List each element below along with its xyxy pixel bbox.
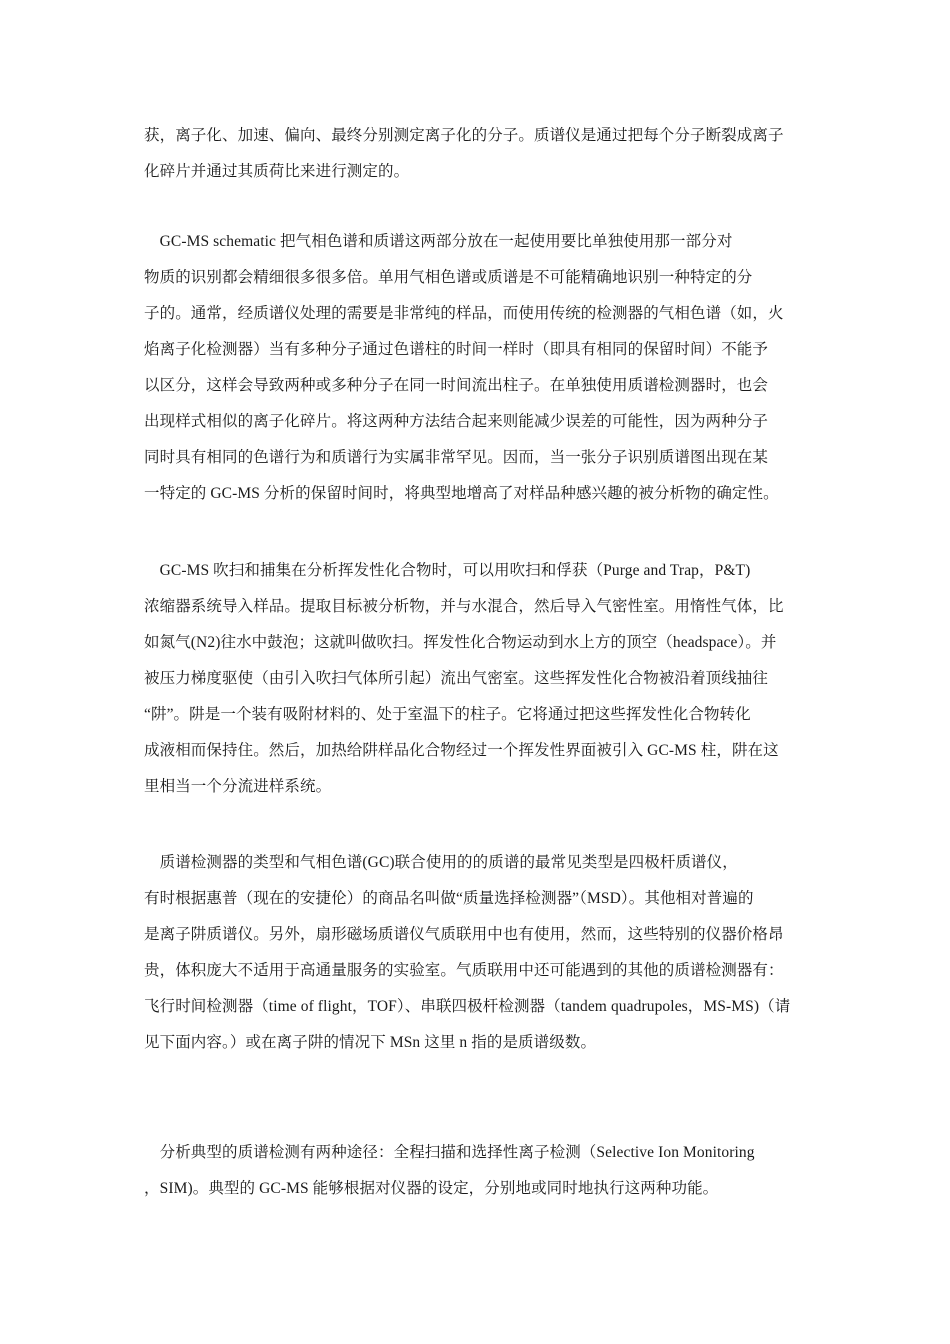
text-line: 物质的识别都会精细很多很多倍。单用气相色谱或质谱是不可能精确地识别一种特定的分 bbox=[144, 269, 753, 286]
text-line: 有时根据惠普（现在的安捷伦）的商品名叫做“质量选择检测器”（MSD）。其他相对普遍的 bbox=[144, 890, 754, 907]
text-line: 获，离子化、加速、偏向、最终分别测定离子化的分子。质谱仪是通过把每个分子断裂成离子 bbox=[144, 127, 784, 144]
text-line: 是离子阱质谱仪。另外，扇形磁场质谱仪气质联用中也有使用，然而，这些特别的仪器价格昂 bbox=[144, 926, 784, 943]
text-line: 化碎片并通过其质荷比来进行测定的。 bbox=[144, 163, 410, 180]
text-line: ，SIM)。典型的 GC-MS 能够根据对仪器的设定，分别地或同时地执行这两种功能。 bbox=[144, 1180, 719, 1197]
text-line: “阱”。阱是一个装有吸附材料的、处于室温下的柱子。它将通过把这些挥发性化合物转化 bbox=[144, 706, 751, 723]
text-line: 一特定的 GC-MS 分析的保留时间时，将典型地增高了对样品种感兴趣的被分析物的确定性。 bbox=[144, 485, 779, 502]
text-line: 分析典型的质谱检测有两种途径：全程扫描和选择性离子检测（Selective Ion Monitoring bbox=[144, 1144, 755, 1161]
text-line: 浓缩器系统导入样品。提取目标被分析物，并与水混合，然后导入气密性室。用惰性气体，比 bbox=[144, 598, 784, 615]
text-line: 如氮气(N2)往水中鼓泡；这就叫做吹扫。挥发性化合物运动到水上方的顶空（headspace）。并 bbox=[144, 634, 777, 651]
text-line: 里相当一个分流进样系统。 bbox=[144, 778, 332, 795]
paragraph-1 bbox=[144, 118, 824, 190]
text-line: 贵，体积庞大不适用于高通量服务的实验室。气质联用中还可能遇到的其他的质谱检测器有： bbox=[144, 962, 784, 979]
text-line: 同时具有相同的色谱行为和质谱行为实属非常罕见。因而，当一张分子识别质谱图出现在某 bbox=[144, 449, 769, 466]
paragraph-5 bbox=[144, 1135, 824, 1207]
text-line: GC-MS schematic 把气相色谱和质谱这两部分放在一起使用要比单独使用那一部分对 bbox=[144, 233, 733, 250]
paragraph-4 bbox=[144, 845, 824, 1061]
paragraph-3 bbox=[144, 553, 824, 805]
text-line: 成液相而保持住。然后，加热给阱样品化合物经过一个挥发性界面被引入 GC-MS 柱，阱在这 bbox=[144, 742, 779, 759]
text-line: 子的。通常，经质谱仪处理的需要是非常纯的样品，而使用传统的检测器的气相色谱（如，火 bbox=[144, 305, 784, 322]
text-line: 质谱检测器的类型和气相色谱(GC)联合使用的的质谱的最常见类型是四极杆质谱仪， bbox=[144, 854, 738, 871]
text-line: 焰离子化检测器）当有多种分子通过色谱柱的时间一样时（即具有相同的保留时间）不能予 bbox=[144, 341, 769, 358]
text-line: 出现样式相似的离子化碎片。将这两种方法结合起来则能减少误差的可能性，因为两种分子 bbox=[144, 413, 769, 430]
paragraph-2 bbox=[144, 224, 824, 512]
text-line: 飞行时间检测器（time of flight，TOF）、串联四极杆检测器（tandem quadrupoles，MS-MS)（请 bbox=[144, 998, 791, 1015]
text-line: 被压力梯度驱使（由引入吹扫气体所引起）流出气密室。这些挥发性化合物被沿着顶线抽往 bbox=[144, 670, 769, 687]
text-line: 见下面内容。）或在离子阱的情况下 MSn 这里 n 指的是质谱级数。 bbox=[144, 1034, 597, 1051]
text-line: 以区分，这样会导致两种或多种分子在同一时间流出柱子。在单独使用质谱检测器时，也会 bbox=[144, 377, 769, 394]
text-line: GC-MS 吹扫和捕集在分析挥发性化合物时，可以用吹扫和俘获（Purge and Trap，P&T) bbox=[144, 562, 751, 579]
